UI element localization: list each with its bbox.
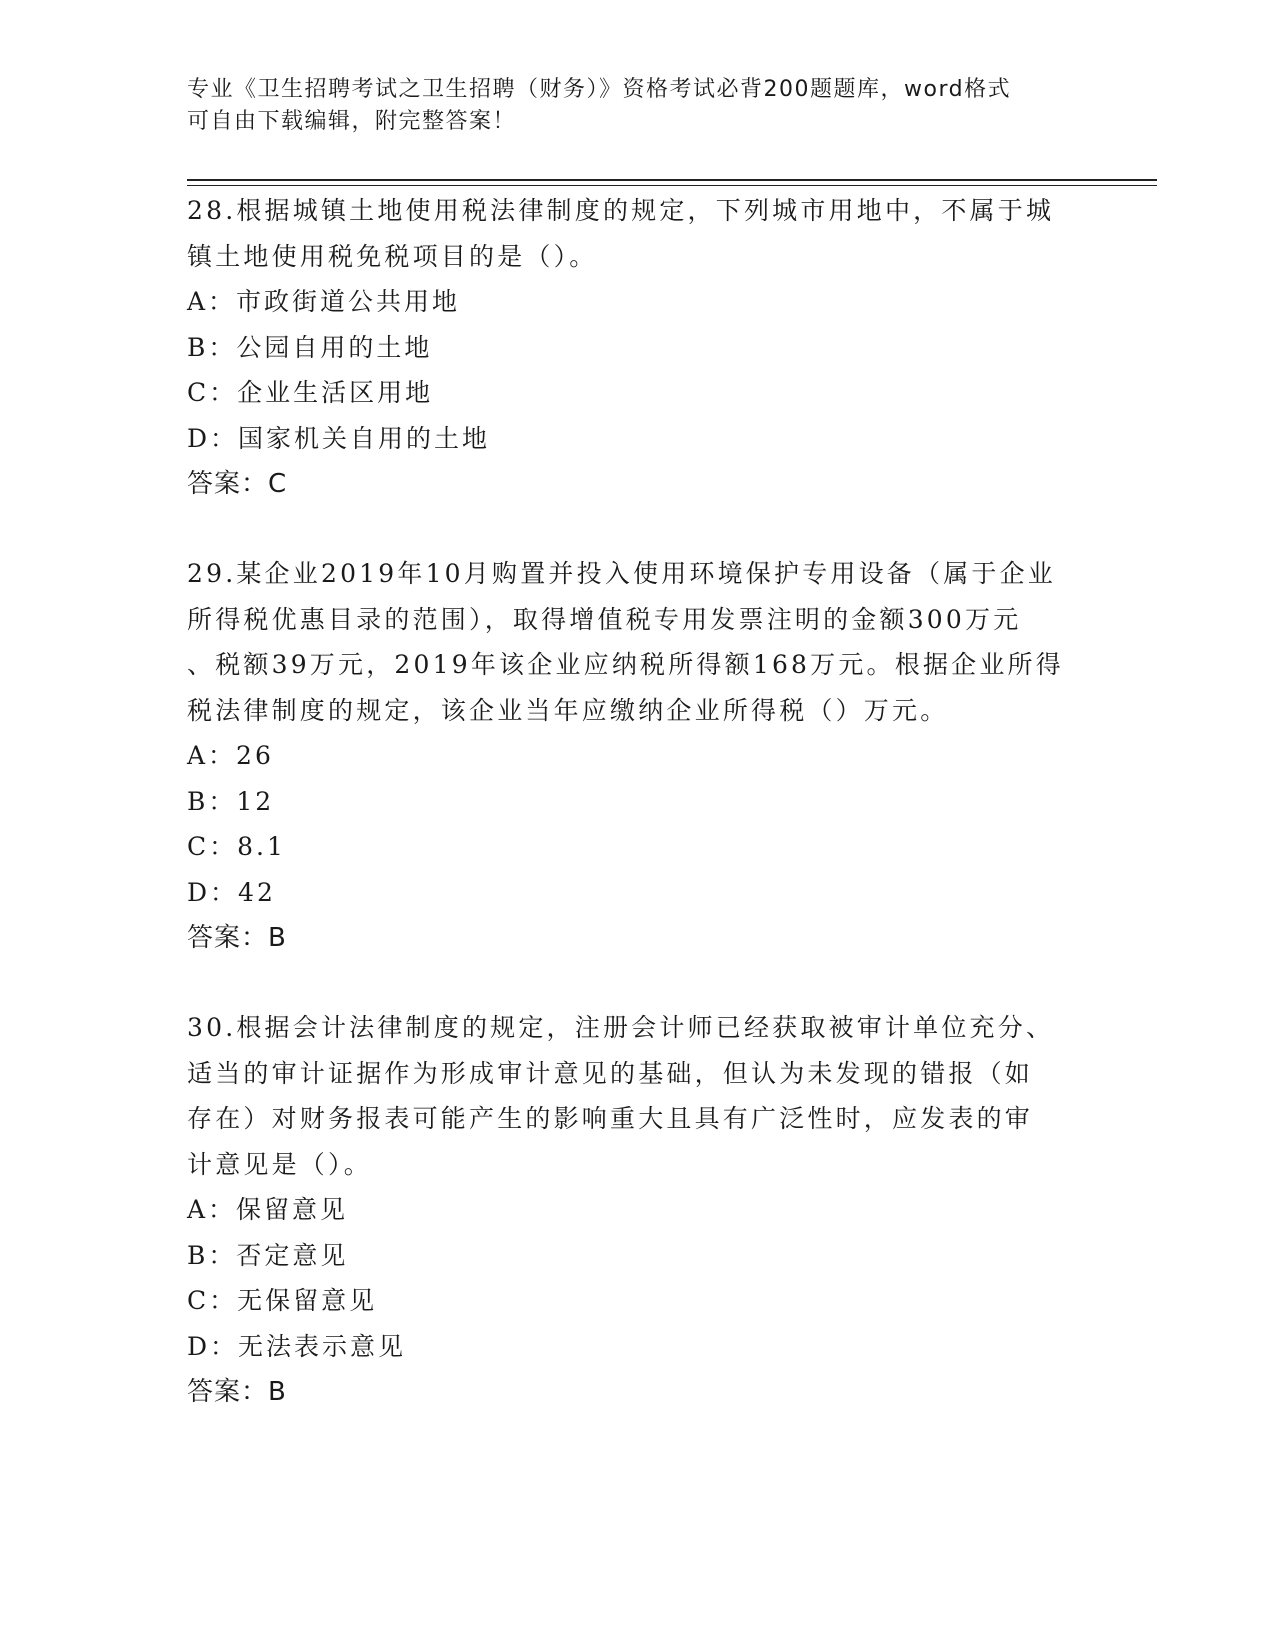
option-a: A：保留意见 xyxy=(187,1195,349,1224)
option-d: D：国家机关自用的土地 xyxy=(187,423,491,453)
question-text-line: 存在）对财务报表可能产生的影响重大且具有广泛性时，应发表的审 xyxy=(187,1104,1034,1133)
option-c: C：企业生活区用地 xyxy=(187,378,434,407)
question-text-line: 29.某企业2019年10月购置并投入使用环境保护专用设备（属于企业 xyxy=(187,559,1056,588)
option-c: C：无保留意见 xyxy=(187,1286,378,1315)
question-text-line: 镇土地使用税免税项目的是（）。 xyxy=(187,241,598,271)
question-30 xyxy=(187,1005,1087,1415)
question-list xyxy=(187,188,1087,1459)
question-text-line: 28.根据城镇土地使用税法律制度的规定，下列城市用地中，不属于城 xyxy=(187,196,1055,225)
question-text-line: 30.根据会计法律制度的规定，注册会计师已经获取被审计单位充分、 xyxy=(187,1013,1055,1042)
header-line-1: 专业《卫生招聘考试之卫生招聘（财务）》资格考试必背200题题库，word格式 xyxy=(187,77,1012,102)
option-b: B：12 xyxy=(187,786,275,816)
question-text-line: 税法律制度的规定，该企业当年应缴纳企业所得税（）万元。 xyxy=(187,695,949,725)
question-text-line: 、税额39万元，2019年该企业应纳税所得额168万元。根据企业所得 xyxy=(187,650,1064,679)
answer: 答案：B xyxy=(187,923,287,953)
option-c: C：8.1 xyxy=(187,832,286,861)
option-d: D：42 xyxy=(187,877,276,907)
question-28 xyxy=(187,188,1087,507)
question-text-line: 计意见是（）。 xyxy=(187,1149,372,1179)
option-b: B：公园自用的土地 xyxy=(187,332,433,362)
option-a: A：市政街道公共用地 xyxy=(187,287,461,316)
document-header xyxy=(187,74,1087,138)
header-rule-thick xyxy=(187,179,1157,181)
option-a: A：26 xyxy=(187,741,274,770)
option-d: D：无法表示意见 xyxy=(187,1331,407,1361)
header-line-2: 可自由下载编辑，附完整答案！ xyxy=(187,109,517,134)
question-29 xyxy=(187,551,1087,961)
header-rule-thin xyxy=(187,185,1157,186)
answer: 答案：C xyxy=(187,469,288,499)
option-b: B：否定意见 xyxy=(187,1240,349,1270)
question-text-line: 适当的审计证据作为形成审计意见的基础，但认为未发现的错报（如 xyxy=(187,1058,1034,1088)
question-text-line: 所得税优惠目录的范围），取得增值税专用发票注明的金额300万元 xyxy=(187,604,1022,634)
answer: 答案：B xyxy=(187,1377,287,1407)
